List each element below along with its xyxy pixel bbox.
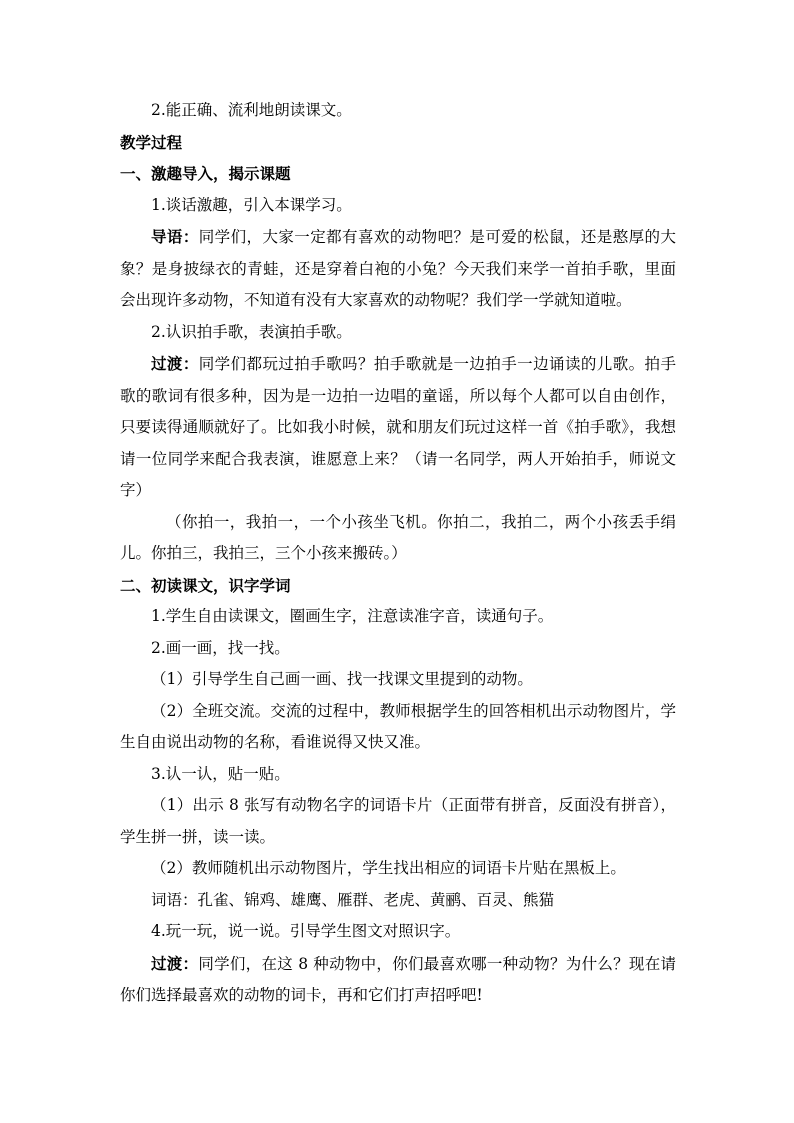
transition-label: 过渡：	[151, 354, 199, 373]
section-2-item-3: 3.认一认，贴一贴。	[151, 764, 290, 783]
section-2-item-2: 2.画一画，找一找。	[151, 638, 290, 657]
section-2-item-1: 1.学生自由读课文，圈画生字，注意读准字音，读通句子。	[151, 607, 554, 625]
section-1-item-1: 1.谈话激趣，引入本课学习。	[151, 195, 352, 214]
transition-text-2: 同学们，在这 8 种动物中，你们最喜欢哪一种动物？为什么？现在请你们选择最喜欢的动物的词卡，再和它们打声招呼吧!	[120, 954, 676, 1004]
transition-text: 同学们都玩过拍手歌吗？拍手歌就是一边拍手一边诵读的儿歌。拍手歌的歌词有很多种，因为是一边拍一边唱的童谣，所以每个人都可以自由创作，只要读得通顺就好了。比如我小时候，就和朋友们玩过这样一首《拍手歌》，我想请一位同学来配合我表演，谁愿意上来？（请一名同学，两人开始拍手，师说文字）	[120, 355, 676, 499]
section-2-transition-paragraph	[120, 948, 676, 1012]
section-1-intro-paragraph	[120, 221, 676, 317]
section-1-item-2: 2.认识拍手歌，表演拍手歌。	[151, 322, 352, 341]
clapping-song-text: （你拍一，我拍一，一个小孩坐飞机。你拍二，我拍二，两个小孩丢手绢儿。你拍三，我拍三，三个小孩来搬砖。）	[120, 512, 676, 562]
intro-text: 同学们，大家一定都有喜欢的动物吧？是可爱的松鼠，还是憨厚的大象？是身披绿衣的青蛙，还是穿着白袍的小兔？今天我们来学一首拍手歌，里面会出现许多动物，不知道有没有大家喜欢的动物呢？我们学一学就知道啦。	[120, 228, 676, 309]
transition-label-2: 过渡：	[151, 953, 199, 973]
section-2-title: 二、初读课文，识字学词	[120, 575, 291, 595]
intro-label: 导语：	[151, 227, 199, 246]
section-2-item-2-sub-2: （2）全班交流。交流的过程中，教师根据学生的回答相机出示动物图片，学生自由说出动物的名称，看谁说得又快又准。	[120, 701, 676, 751]
section-2-item-4: 4.玩一玩，说一说。引导学生图文对照识字。	[151, 922, 461, 940]
section-2-item-3-sub-2: （2）教师随机出示动物图片，学生找出相应的词语卡片贴在黑板上。	[151, 859, 626, 877]
section-2-item-3-sub-1: （1）出示 8 张写有动物名字的词语卡片（正面带有拼音，反面没有拼音），学生拼一拼，读一读。	[120, 796, 676, 846]
document-content	[120, 95, 676, 1012]
section-2-item-2-sub-1: （1）引导学生自己画一画、找一找课文里提到的动物。	[151, 670, 533, 688]
teaching-process-heading: 教学过程	[120, 132, 183, 152]
vocabulary-words: 词语：孔雀、锦鸡、雄鹰、雁群、老虎、黄鹂、百灵、熊猫	[151, 890, 555, 909]
section-1-transition-paragraph	[120, 348, 676, 507]
teaching-goal-2: 2.能正确、流利地朗读课文。	[151, 101, 352, 119]
section-1-title: 一、激趣导入，揭示课题	[120, 164, 291, 183]
